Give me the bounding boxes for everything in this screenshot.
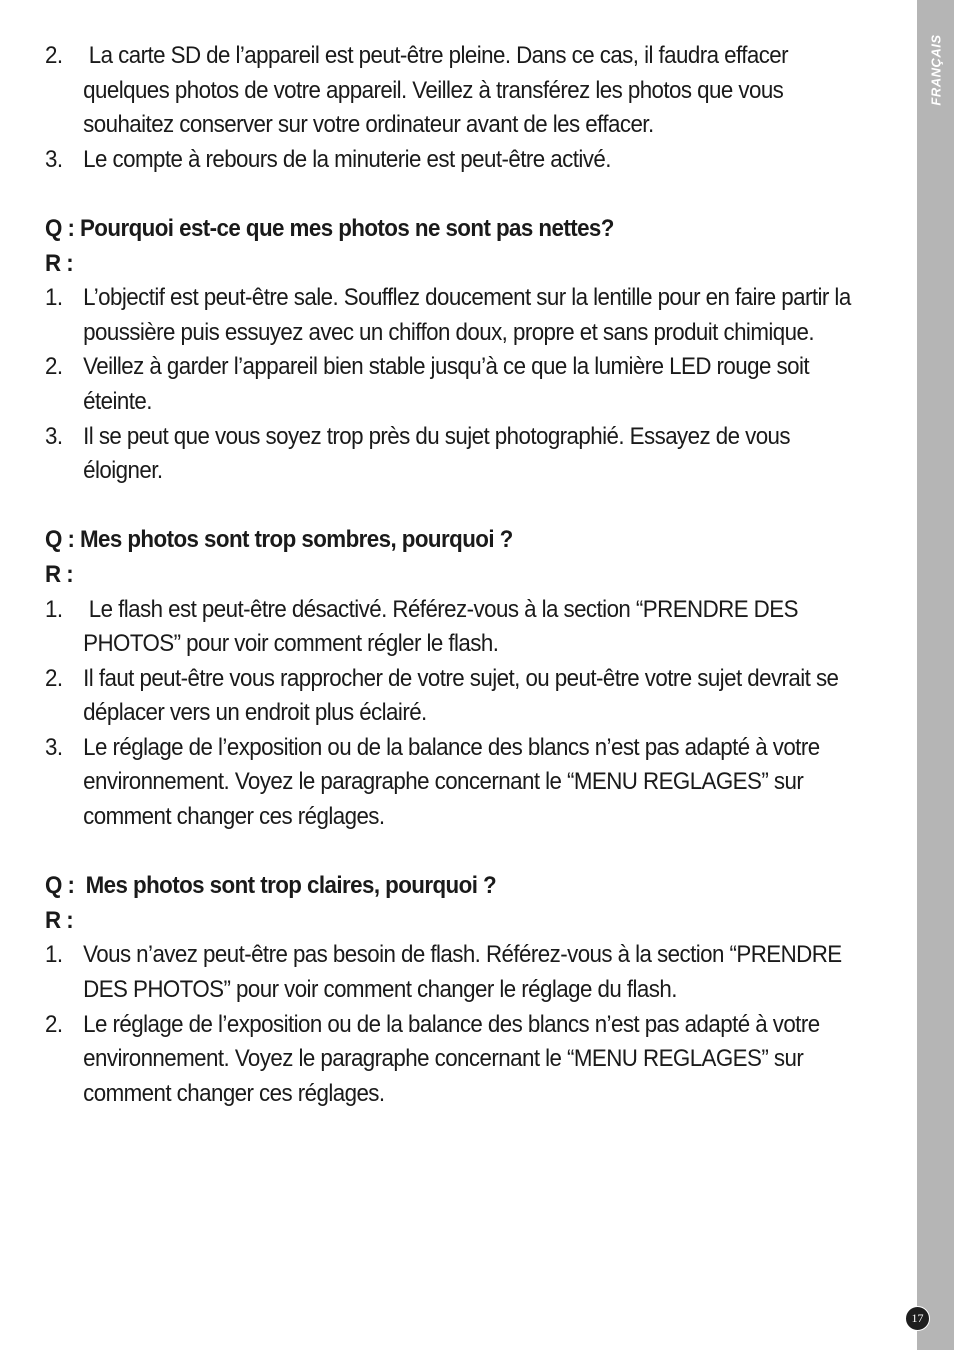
item-number: 3.	[45, 422, 63, 450]
item-number: 1.	[45, 595, 63, 623]
answer-label: R :	[45, 249, 74, 277]
item-number: 2.	[45, 1010, 63, 1038]
item-text: Le réglage de l’exposition ou de la balance des blancs n’est pas adapté à votre environnement. Voyez le paragraphe concernant le “MENU REGLAGES” sur comment changer ces réglages.	[83, 1010, 820, 1107]
language-label-box	[917, 20, 954, 120]
item-number: 1.	[45, 284, 63, 312]
item-number: 1.	[45, 941, 63, 969]
question-heading: Q : Mes photos sont trop claires, pourquoi ?	[45, 872, 497, 900]
item-number: 2.	[45, 664, 63, 692]
list-item	[45, 731, 852, 835]
list-item	[45, 662, 852, 731]
item-text: Il faut peut-être vous rapprocher de votre sujet, ou peut-être votre sujet devrait se déplacer vers un endroit plus éclairé.	[83, 664, 839, 727]
item-text: La carte SD de l’appareil est peut-être pleine. Dans ce cas, il faudra effacer quelques photos de votre appareil. Veillez à transférez les photos que vous souhaitez conserver sur votre ordinateur avant de les effacer.	[83, 42, 794, 139]
item-number: 2.	[45, 353, 63, 381]
question-heading: Q : Pourquoi est-ce que mes photos ne sont pas nettes?	[45, 214, 614, 242]
page-number: 17	[905, 1306, 930, 1331]
list-item	[45, 420, 852, 489]
question-heading: Q : Mes photos sont trop sombres, pourquoi ?	[45, 526, 513, 554]
item-number: 2.	[45, 42, 63, 69]
list-item	[45, 350, 852, 419]
item-number: 3.	[45, 733, 63, 761]
item-text: Le réglage de l’exposition ou de la balance des blancs n’est pas adapté à votre environnement. Voyez le paragraphe concernant le “MENU REGLAGES” sur comment changer ces réglages.	[83, 733, 820, 831]
list-item	[45, 938, 852, 1007]
list-item	[45, 281, 852, 350]
answer-label: R :	[45, 560, 74, 588]
faq-content	[45, 39, 852, 1111]
spacer	[45, 489, 852, 524]
language-label: FRANÇAIS	[928, 34, 943, 106]
list-item	[45, 593, 852, 662]
spacer	[45, 835, 852, 870]
language-sidebar	[917, 0, 954, 1350]
item-text: Veillez à garder l’appareil bien stable jusqu’à ce que la lumière LED rouge soit éteinte.	[83, 353, 809, 415]
item-number: 3.	[45, 145, 63, 173]
item-text: L’objectif est peut-être sale. Soufflez doucement sur la lentille pour en faire partir la poussière puis essuyez avec un chiffon doux, propre et sans produit chimique.	[83, 284, 851, 346]
item-text: Le compte à rebours de la minuterie est peut-être activé.	[83, 145, 611, 173]
item-text: Il se peut que vous soyez trop près du sujet photographié. Essayez de vous éloigner.	[83, 422, 791, 485]
answer-label: R :	[45, 906, 74, 934]
item-text: Le flash est peut-être désactivé. Référez-vous à la section “PRENDRE DES PHOTOS” pour voir comment régler le flash.	[83, 595, 804, 658]
spacer	[45, 177, 852, 212]
item-text: Vous n’avez peut-être pas besoin de flash. Référez-vous à la section “PRENDRE DES PHOTOS” pour voir comment changer le réglage du flash.	[83, 941, 842, 1004]
list-item	[45, 143, 852, 178]
list-item	[45, 1008, 852, 1112]
list-item	[45, 39, 852, 143]
